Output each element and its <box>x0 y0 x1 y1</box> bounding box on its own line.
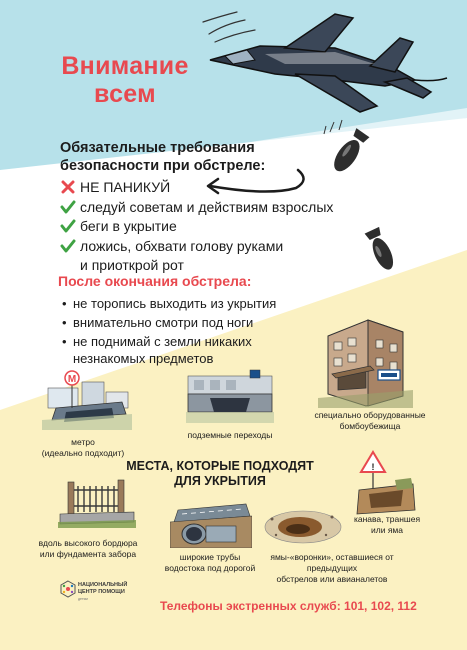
requirements-list <box>58 178 333 274</box>
caption-line: широкие трубы <box>179 552 241 562</box>
caption-line: ямы-«воронки», оставшиеся от предыдущих <box>270 552 394 573</box>
logo-line: НАЦИОНАЛЬНЫЙ <box>78 582 128 588</box>
caption-line: или яма <box>371 525 403 535</box>
list-item <box>58 198 333 216</box>
caption-line: бомбоубежища <box>339 421 401 431</box>
logo-line: ЦЕНТР ПОМОЩИ <box>78 588 125 595</box>
list-item: • не торопись выходить из укрытия <box>62 295 276 312</box>
list-item <box>58 237 333 255</box>
check-icon <box>60 200 76 214</box>
requirement-text: ложись, обхвати голову руками <box>80 237 284 254</box>
after-shelling-title: После окончания обстрела: <box>58 273 252 289</box>
list-item <box>58 217 333 235</box>
list-item <box>58 256 333 274</box>
caption-line: метро <box>71 437 95 447</box>
list-item <box>58 178 333 196</box>
requirement-text: следуй советам и действиям взрослых <box>80 198 334 215</box>
check-icon <box>60 239 76 253</box>
requirements-title-line-1: Обязательные требования <box>60 140 255 156</box>
requirement-text: НЕ ПАНИКУЙ <box>80 179 171 195</box>
caption-line: вдоль высокого бордюра <box>38 538 138 548</box>
list-item-text: незнакомых предметов <box>73 351 214 366</box>
metro-illustration <box>42 368 132 430</box>
places-title-line-1: МЕСТА, КОТОРЫЕ ПОДХОДЯТ <box>126 459 314 473</box>
logo-text <box>78 582 127 595</box>
emergency-phones: Телефоны экстренных служб: 101, 102, 112 <box>160 599 417 613</box>
places-title-line-2: ДЛЯ УКРЫТИЯ <box>174 474 266 488</box>
metro-caption <box>28 437 138 459</box>
caption-line: специально оборудованные <box>314 410 426 420</box>
caption-line: или фундамента забора <box>39 549 137 559</box>
title-line-1: Внимание <box>61 52 189 80</box>
requirement-text: и приоткрой рот <box>80 257 184 273</box>
jet-icon <box>185 8 455 118</box>
bombshelter-caption <box>310 410 430 432</box>
pipes-caption <box>160 552 260 574</box>
after-shelling-list <box>62 295 276 367</box>
list-item: • внимательно смотри под ноги <box>62 314 276 331</box>
list-item <box>62 333 276 367</box>
logo-icon <box>60 580 76 598</box>
underpass-caption <box>170 430 290 441</box>
caption-line: обстрелов или авианалетов <box>276 574 388 584</box>
metro-sign-icon: М <box>67 374 77 385</box>
curb-caption <box>18 538 158 560</box>
caption-line: канава, траншея <box>353 514 421 524</box>
curb-illustration <box>58 476 136 528</box>
caption-line: (идеально подходит) <box>41 448 125 458</box>
warning-sign-icon: ! <box>371 462 375 472</box>
title-line-2: всем <box>94 80 156 108</box>
bombshelter-illustration <box>318 318 413 408</box>
underpass-illustration <box>186 368 274 423</box>
logo-subtext: детям <box>78 597 88 601</box>
ditch-caption <box>342 514 432 536</box>
requirements-title-line-2: безопасности при обстреле: <box>60 158 266 174</box>
caption-line: водостока под дорогой <box>164 563 256 573</box>
check-icon <box>60 219 76 233</box>
pipes-illustration <box>170 502 252 548</box>
places-title <box>120 459 320 489</box>
requirement-text: беги в укрытие <box>80 218 177 234</box>
craters-illustration <box>262 505 344 545</box>
cross-icon <box>60 180 76 194</box>
list-item-text: не поднимай с земли никаких <box>73 334 252 349</box>
craters-caption <box>252 552 412 585</box>
ditch-illustration <box>355 450 417 516</box>
bomb-icon <box>357 222 407 280</box>
bomb-icon <box>320 118 375 183</box>
caption-line: подземные переходы <box>187 430 273 440</box>
